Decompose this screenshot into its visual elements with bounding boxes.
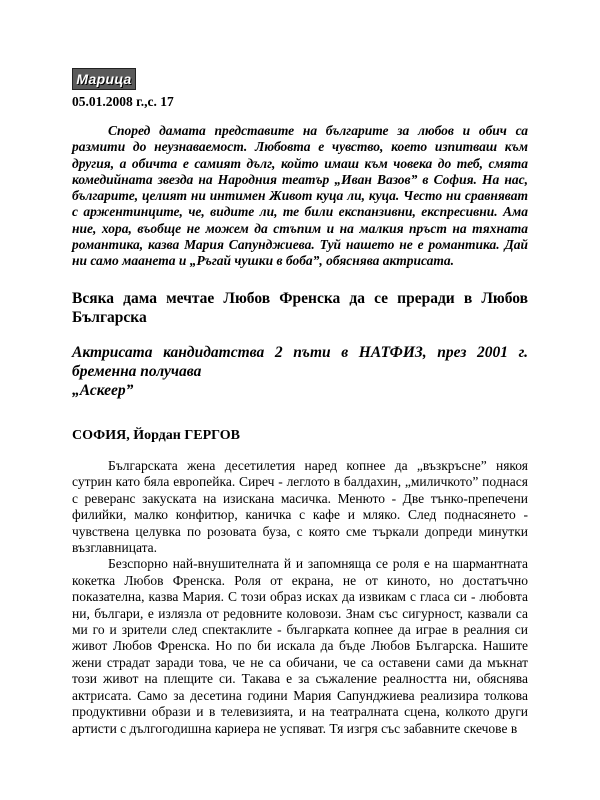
article-subheadline-title: „Аскеер”: [72, 382, 134, 399]
byline: СОФИЯ, Йордан ГЕРГОВ: [72, 428, 240, 443]
dateline: 05.01.2008 г.,с. 17: [72, 94, 174, 109]
lead-paragraph: Според дамата представите на българите за любов и обич са размити до неузнаваемост. Любовта е чувство, което изпитваш към другия, а обичта е самият дълг, който имаш към човека до теб, смята комедийната звезда на Народния театър „Иван Вазов” в София. На нас, българите, целият ни интимен Живот куца ли, куца. Често ни сравняват с аржентинците, че, видите ли, те били експанзивни, експресивни. Ама ние, хора, въобще не можем да стъпим и на малкия пръст на тяхната романтика, казва Мария Сапунджиева. Туй нашето не е романтика. Дай ни само маанета и „Ръгай чушки в боба”, обяснява актрисата.: [72, 123, 528, 269]
logo-text: Марица: [76, 71, 132, 87]
article-headline: Всяка дама мечтае Любов Френска да се преради в Любов Българска: [72, 290, 528, 326]
article-subheadline: Актрисата кандидатства 2 пъти в НАТФИЗ, през 2001 г. бременна получава: [72, 344, 528, 380]
body-paragraph-1: Българската жена десетилетия наред копнее да „възкръсне” някоя сутрин като бяла европейка. Сиреч - леглото в балдахин, „миличкото” поднася с реверанс закуската на изискана масичка. Менюто - Две тънко-препечени филийки, малко конфитюр, каничка с кафе и мляко. След поднасянето - чувствена целувка по розовата буза, с която сме търкали допреди минутки възглавницата.: [72, 458, 528, 556]
body-paragraph-2: Безспорно най-внушителната й и запомняща се роля е на шармантната кокетка Любов Френска. Роля от екрана, не от киното, но достатъчно показателна, казва Мария. С този образ исках да извикам с гласа си - любовта ни, българи, е излязла от редовните коловози. Знам със сигурност, казвали са ми го и зрители след спектаклите - българката копнее да играе в реалния си живот Любов Френска. Но по би искала да бъде Любов Българска. Нашите жени страдат заради това, че не са обичани, че са оставени сами да мъкнат този живот на плещите си. Такава е за съжаление реалността ни, обяснява актрисата. Само за десетина години Мария Сапунджиева реализира толкова продуктивни образи и в телевизията, и на театралната сцена, колкото други артисти с дългогодишна кариера не успяват. Тя изгря със забавните скечове в: [72, 556, 528, 736]
article-body: [72, 458, 528, 737]
newspaper-logo: [72, 68, 136, 90]
